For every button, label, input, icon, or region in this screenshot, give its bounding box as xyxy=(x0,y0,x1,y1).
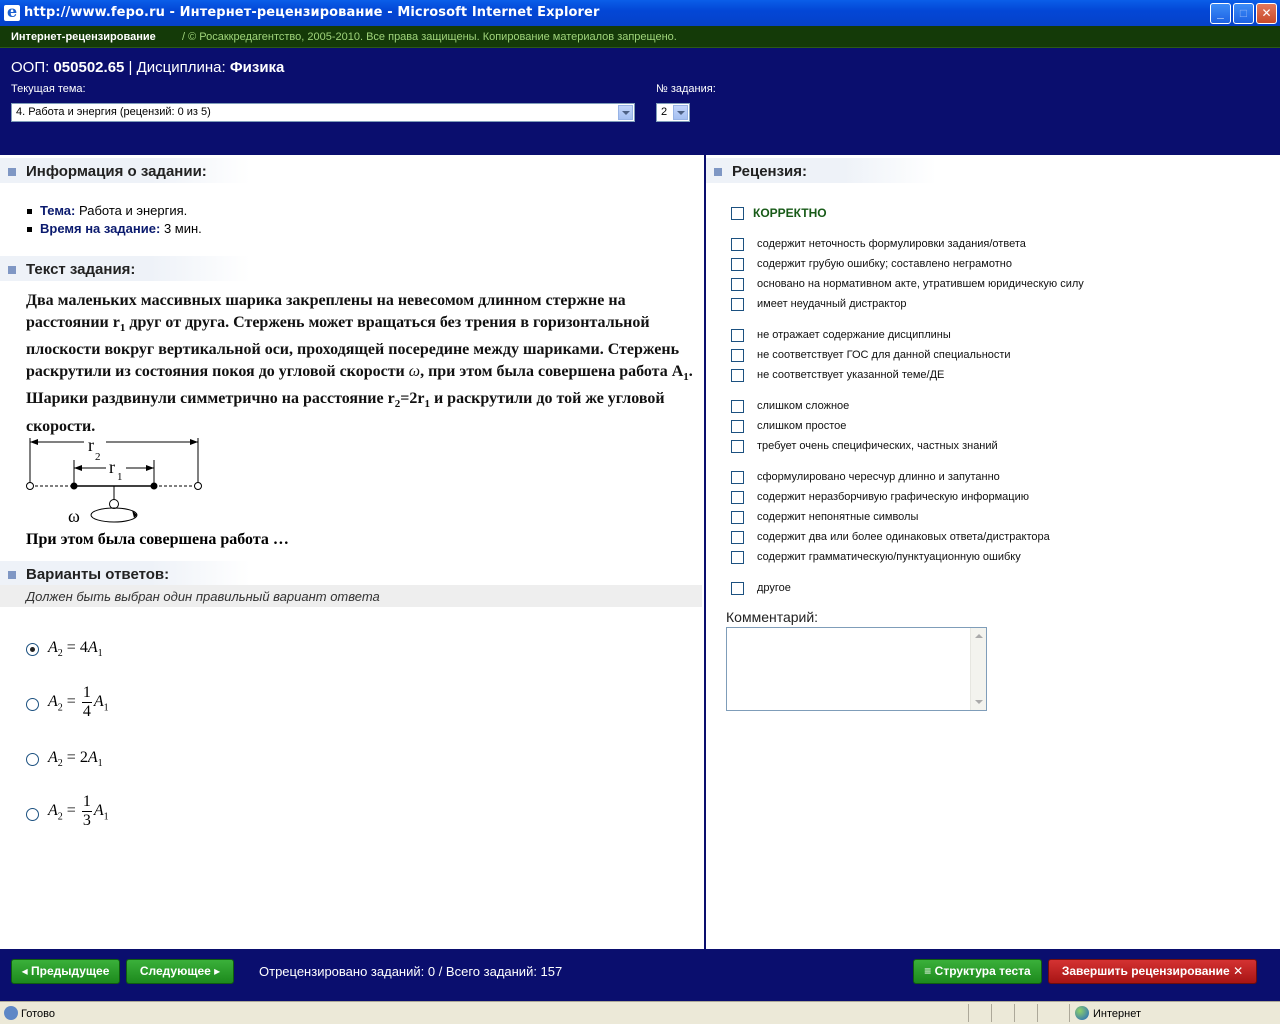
test-structure-button[interactable] xyxy=(913,959,1042,984)
discipline-value: Физика xyxy=(229,59,285,76)
arrow-right-icon: ▸ xyxy=(214,964,221,978)
review-item-label: слишком сложное xyxy=(757,400,850,412)
status-bar xyxy=(0,1001,1280,1024)
answers-hint-bar xyxy=(0,585,702,607)
bullet-square-icon xyxy=(8,266,16,274)
status-separator xyxy=(968,1004,969,1022)
review-item-label: не соответствует указанной теме/ДЕ xyxy=(757,369,945,381)
oop-label: ООП: xyxy=(11,59,50,76)
review-checkbox[interactable] xyxy=(731,471,744,484)
review-checkbox[interactable] xyxy=(731,349,744,362)
fig-omega-label: ω xyxy=(68,506,80,526)
omega-symbol: ω xyxy=(408,363,421,381)
review-checkbox[interactable] xyxy=(731,369,744,382)
task-text-part: . Шарики раздвинули симметрично на расстояние r xyxy=(26,363,693,408)
info-topic-key: Тема: xyxy=(40,203,76,218)
copyright-text: / © Росаккредагентство, 2005-2010. Все права защищены. Копирование материалов запрещено. xyxy=(182,31,677,43)
answer-radio-3[interactable] xyxy=(26,753,39,766)
task-r1: r xyxy=(112,314,120,331)
task-text-part: , при этом была совершена работа А xyxy=(420,363,684,381)
task-text-part: друг от друга. Стержень может вращаться без трения в горизонтальной плоскости вокруг вертикальной оси, проходящей посередине между шариками. Стержень раскрутили из состояния покоя до угловой скорости xyxy=(26,314,680,381)
arrow-left-icon: ◂ xyxy=(21,964,28,978)
answer-option-4: $A_2$ = $\frac{1}{3}$ $A_1$ xyxy=(48,793,109,829)
info-heading: Информация о задании: xyxy=(26,163,207,180)
status-separator xyxy=(1037,1004,1038,1022)
review-item-label: требует очень специфических, частных знаний xyxy=(757,440,998,452)
correct-label: КОРРЕКТНО xyxy=(753,206,827,220)
review-item-label: содержит грубую ошибку; составлено неграмотно xyxy=(757,258,1012,270)
answers-heading: Варианты ответов: xyxy=(26,566,170,583)
bullet-square-icon xyxy=(8,168,16,176)
review-item-label: содержит два или более одинаковых ответа/дистрактора xyxy=(757,531,1050,543)
review-item-label: слишком простое xyxy=(757,420,847,432)
task-r1-sub: 1 xyxy=(119,322,126,335)
app-top-strip xyxy=(0,26,1280,48)
maximize-button[interactable]: □ xyxy=(1233,3,1254,24)
task-a1-sub: 1 xyxy=(683,371,689,384)
review-item-label: основано на нормативном акте, утратившем юридическую силу xyxy=(757,278,1084,290)
fraction: $\frac{1}{4}$ xyxy=(82,684,91,720)
globe-icon xyxy=(1075,1006,1089,1020)
chevron-down-icon[interactable] xyxy=(618,105,633,120)
bullet-square-icon xyxy=(714,168,722,176)
answer-option-2: $A_2$ = $\frac{1}{4}$ $A_1$ xyxy=(48,684,109,720)
info-time-value: 3 мин. xyxy=(163,221,202,236)
review-section-header xyxy=(706,158,936,183)
review-heading: Рецензия: xyxy=(732,163,808,180)
task-r2-sub: 2 xyxy=(394,398,401,411)
info-topic xyxy=(28,203,187,218)
task-section-header xyxy=(0,256,250,281)
task-number-select[interactable] xyxy=(656,103,690,122)
status-separator xyxy=(1069,1004,1070,1022)
comment-textarea[interactable] xyxy=(726,627,987,711)
review-item-label: не отражает содержание дисциплины xyxy=(757,329,951,341)
review-item-label: другое xyxy=(757,582,791,594)
window-title: http://www.fepo.ru - Интернет-рецензирование - Microsoft Internet Explorer xyxy=(24,5,600,20)
review-item-label: содержит грамматическую/пунктуационную ошибку xyxy=(757,551,1021,563)
finish-review-label: Завершить рецензирование xyxy=(1061,964,1230,978)
discipline-label: | Дисциплина: xyxy=(128,59,226,76)
internet-explorer-icon xyxy=(4,5,20,21)
info-time-key: Время на задание: xyxy=(40,221,161,236)
page-header xyxy=(0,48,1280,155)
task-closing: При этом была совершена работа … xyxy=(26,531,289,548)
fig-r2-label: r xyxy=(88,435,94,455)
answer-option-3: $A_2 = 2A_1$ xyxy=(48,749,103,770)
comment-label: Комментарий: xyxy=(726,609,819,625)
review-item-label: содержит непонятные символы xyxy=(757,511,919,523)
task-r1-sub: 1 xyxy=(424,398,430,411)
review-stats: Отрецензировано заданий: 0 / Всего заданий: 157 xyxy=(259,964,563,979)
review-checkbox[interactable] xyxy=(731,440,744,453)
fig-r1-sub: 1 xyxy=(117,471,123,483)
task-text xyxy=(26,290,698,438)
answers-section-header xyxy=(0,561,250,586)
task-text-part: и раскрутили до той же угловой скорости. xyxy=(26,390,665,435)
answer-option-1: $A_2 = 4A_1$ xyxy=(48,639,103,660)
status-separator xyxy=(1014,1004,1015,1022)
info-section-header xyxy=(0,158,250,183)
review-item-label: содержит неразборчивую графическую информацию xyxy=(757,491,1029,503)
answer-radio-1[interactable] xyxy=(26,643,39,656)
fig-r1-label: r xyxy=(109,457,115,477)
test-structure-label: Структура теста xyxy=(934,964,1031,978)
review-item-label: содержит неточность формулировки задания/ответа xyxy=(757,238,1026,250)
fraction: $\frac{1}{3}$ xyxy=(82,793,91,829)
page-icon xyxy=(4,1006,18,1020)
topic-select-value: 4. Работа и энергия (рецензий: 0 из 5) xyxy=(16,106,211,118)
previous-label: Предыдущее xyxy=(30,964,110,978)
list-icon: ≡ xyxy=(924,964,932,978)
review-checkbox[interactable] xyxy=(731,511,744,524)
info-topic-value: Работа и энергия. xyxy=(78,203,188,218)
review-checkbox[interactable] xyxy=(731,238,744,251)
status-separator xyxy=(991,1004,992,1022)
window-titlebar xyxy=(0,0,1280,26)
finish-review-button[interactable] xyxy=(1048,959,1257,984)
close-window-button[interactable]: ✕ xyxy=(1256,3,1277,24)
correct-checkbox[interactable] xyxy=(731,207,744,220)
task-number-label: № задания: xyxy=(656,83,716,95)
answer-radio-4[interactable] xyxy=(26,808,39,821)
bullet-square-icon xyxy=(8,571,16,579)
review-checkbox[interactable] xyxy=(731,278,744,291)
review-checkbox[interactable] xyxy=(731,420,744,433)
close-x-icon: ✕ xyxy=(1233,964,1244,978)
review-checkbox[interactable] xyxy=(731,329,744,342)
minimize-button[interactable]: _ xyxy=(1210,3,1231,24)
oop-value: 050502.65 xyxy=(53,59,125,76)
task-equation: =2r xyxy=(400,390,425,408)
next-label: Следующее xyxy=(139,964,211,978)
review-checkbox[interactable] xyxy=(731,298,744,311)
chevron-down-icon[interactable] xyxy=(673,105,688,120)
oop-discipline-line xyxy=(11,59,284,76)
review-checkbox[interactable] xyxy=(731,551,744,564)
status-ready: Готово xyxy=(21,1008,55,1020)
info-time xyxy=(28,221,202,236)
review-checkbox[interactable] xyxy=(731,491,744,504)
task-text-part: Два маленьких массивных шарика закреплены на невесомом длинном стержне на расстоянии xyxy=(26,292,626,331)
next-button[interactable] xyxy=(126,959,234,984)
review-item-label: сформулировано чересчур длинно и запутанно xyxy=(757,471,1000,483)
app-name: Интернет-рецензирование xyxy=(11,31,156,43)
review-checkbox[interactable] xyxy=(731,400,744,413)
review-checkbox[interactable] xyxy=(731,582,744,595)
fig-r2-sub: 2 xyxy=(95,451,101,463)
topic-label: Текущая тема: xyxy=(11,83,86,95)
review-item-label: не соответствует ГОС для данной специальности xyxy=(757,349,1011,361)
task-number-value: 2 xyxy=(661,106,668,118)
rod-diagram xyxy=(24,432,209,530)
task-heading: Текст задания: xyxy=(26,261,136,278)
previous-button[interactable] xyxy=(11,959,120,984)
review-checkbox[interactable] xyxy=(731,258,744,271)
footer-bar xyxy=(0,949,1280,1001)
answers-hint: Должен быть выбран один правильный вариант ответа xyxy=(26,589,380,604)
answer-radio-2[interactable] xyxy=(26,698,39,711)
review-checkbox[interactable] xyxy=(731,531,744,544)
review-item-label: имеет неудачный дистрактор xyxy=(757,298,907,310)
topic-select[interactable] xyxy=(11,103,635,122)
comment-scrollbar[interactable] xyxy=(970,628,986,710)
security-zone: Интернет xyxy=(1093,1008,1141,1020)
